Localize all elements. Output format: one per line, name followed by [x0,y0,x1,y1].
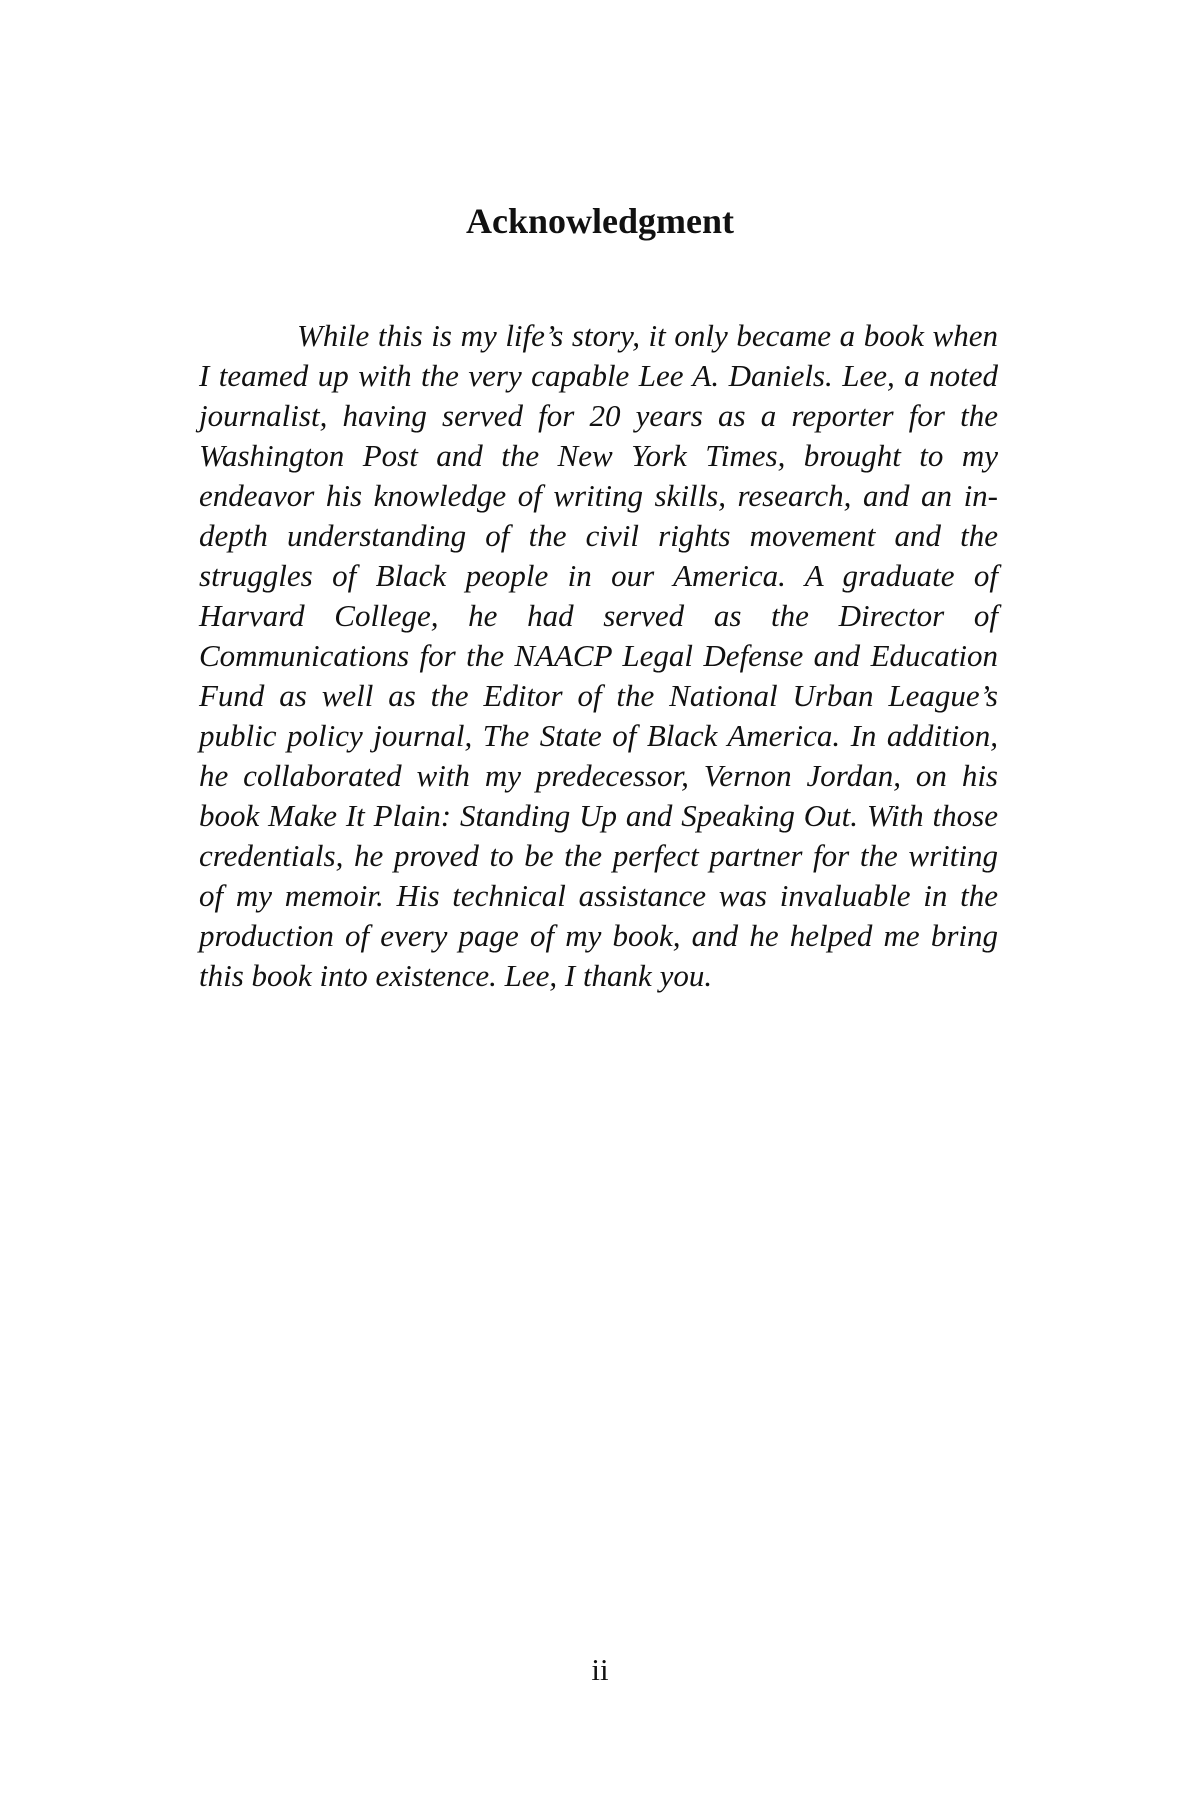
page-title: Acknowledgment [466,201,734,241]
acknowledgment-paragraph: While this is my life’s story, it only became a book when I teamed up with the very capable Lee A. Daniels. Lee, a noted journalist, having served for 20 years as a reporter for the Washington Post and the New York Times, brought to my endeavor his knowledge of writing skills, research, and an in-depth understanding of the civil rights movement and the struggles of Black people in our America. A graduate of Harvard College, he had served as the Director of Communications for the NAACP Legal Defense and Education Fund as well as the Editor of the National Urban League’s public policy journal, The State of Black America. In addition, he collaborated with my predecessor, Vernon Jordan, on his book Make It Plain: Standing Up and Speaking Out. With those credentials, he proved to be the perfect partner for the writing of my memoir. His technical assistance was invaluable in the production of every page of my book, and he helped me bring this book into existence. Lee, I thank you. [199,318,998,993]
page-number: ii [591,1652,609,1687]
